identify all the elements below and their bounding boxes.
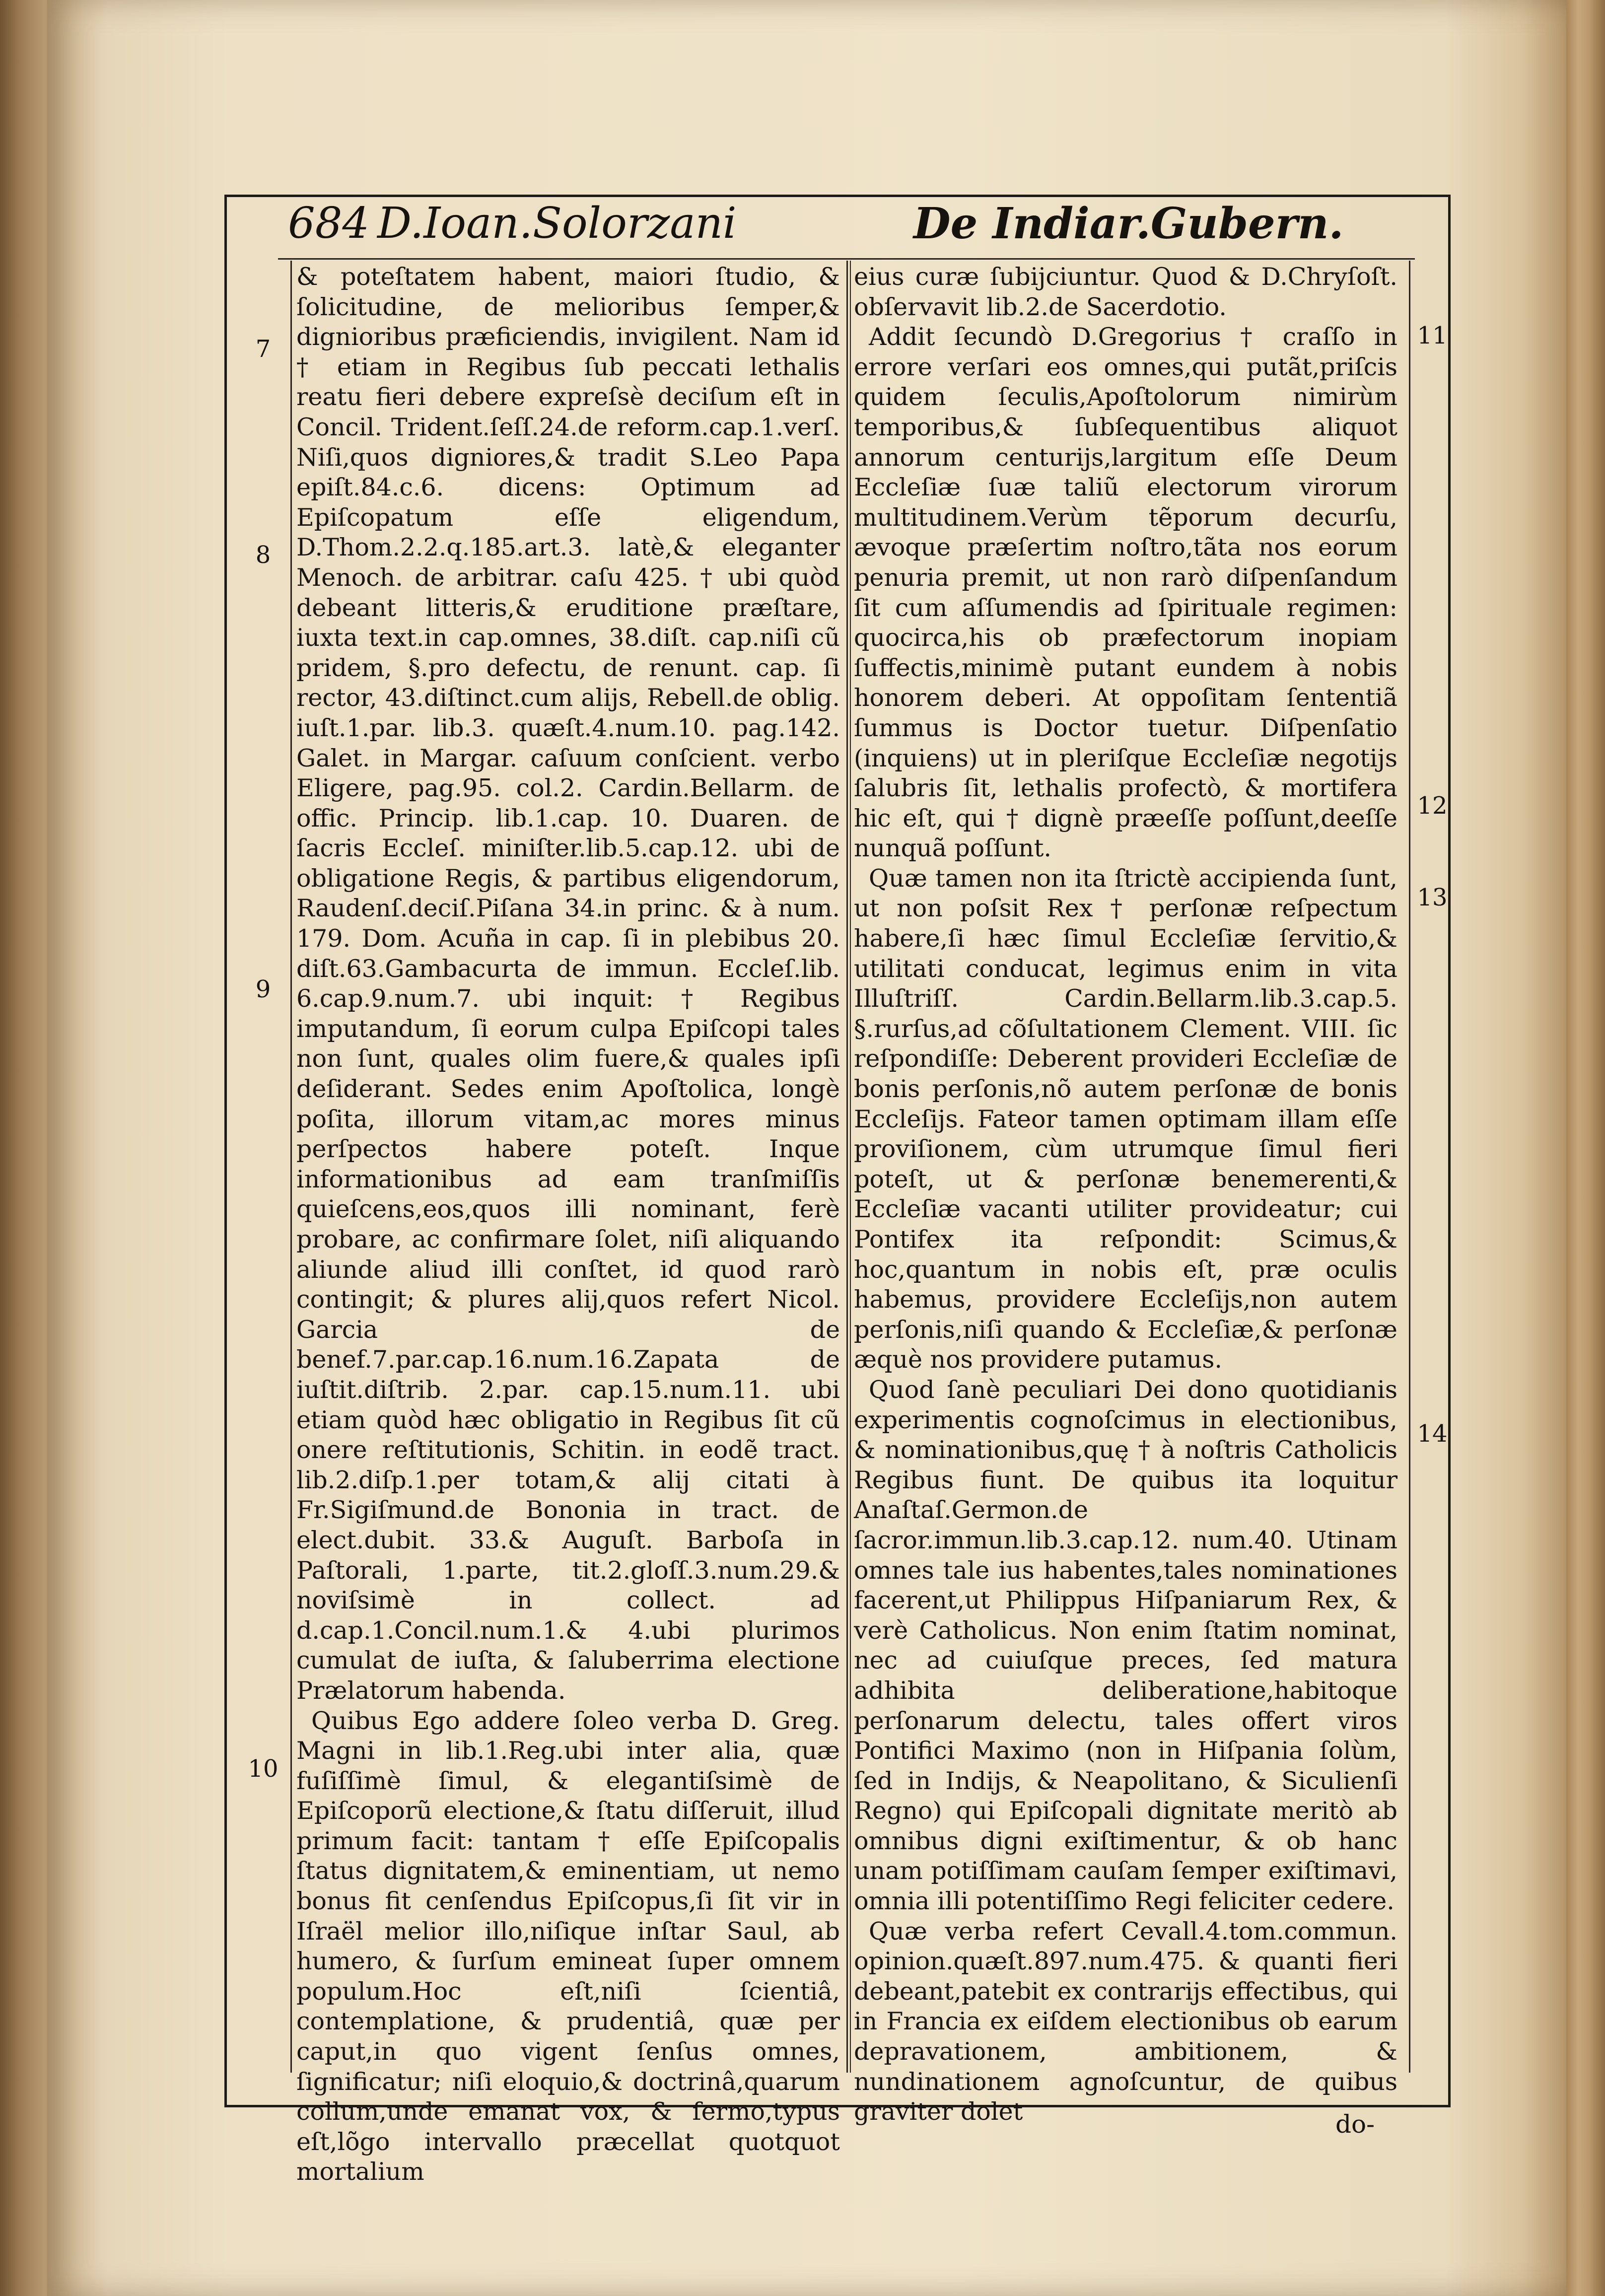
right-paragraph-4: Quod ſanè peculiari Dei dono quotidianis experimentis cognoſcimus in electionibus, & nominationibus,quę † à noſtris Catholicis Regibus fiunt. De quibus ita loquitur Anaſtaſ.Germon.de ſacror.immun.lib.3.cap.12. num.40. Utinam omnes tale ius habentes,tales nominationes facerent,ut Philippus Hiſpaniarum Rex, & verè Catholicus. Non enim ſtatim nominat, nec ad cuiuſque preces, ſed matura adhibita deliberatione,habitoque perſonarum delectu, tales offert viros Pontifici Maximo (non in Hiſpania ſolùm, ſed in Indijs, & Neapolitano, & Siculienſi Regno) qui Epiſcopali dignitate meritò ab omnibus digni exiſtimentur, & ob hanc unam potiſſimam cauſam ſemper exiſtimavi, omnia illi potentiſſimo Regi feliciter cedere.: [854, 1375, 1397, 1916]
catchword: do-: [1335, 2110, 1375, 2139]
margin-number-10: 10: [248, 1755, 279, 1783]
running-head-title: De Indiar.Gubern.: [913, 199, 1344, 249]
margin-number-8: 8: [255, 541, 271, 569]
margin-number-7: 7: [255, 335, 271, 363]
column-divider-inner: [850, 261, 851, 2073]
column-rule-left: [290, 261, 292, 2073]
right-paragraph-2: Addit ſecundò D.Gregorius † craſſo in errore verſari eos omnes,qui putãt,priſcis quidem ſeculis,Apoſtolorum nimirùm temporibus,& ſubſequentibus aliquot annorum centurijs,largitum eſſe Deum Eccleſiæ ſuæ taliũ electorum virorum multitudinem.Verùm tẽporum decurſu, ævoque præſertim noſtro,tãta nos eorum penuria premit, ut non rarò diſpenſandum ſit cum aſſumendis ad ſpirituale regimen: quocirca,his ob præfectorum inopiam ſuffectis,minimè putant eundem à nobis honorem deberi. At oppoſitam ſententiã ſummus is Doctor tuetur. Diſpenſatio (inquiens) ut in pleriſque Eccleſiæ negotijs ſalubris ſit, lethalis profectò, & mortifera hic eſt, qui † dignè præeſſe poſſunt,deeſſe nunquã poſſunt.: [854, 323, 1397, 863]
right-paragraph-3: Quæ tamen non ita ſtrictè accipienda ſunt, ut non poſsit Rex † perſonæ reſpectum habere,ſi hæc ſimul Eccleſiæ ſervitio,& utilitati conducat, legimus enim in vita Illuſtriſſ. Cardin.Bellarm.lib.3.cap.5. §.rurſus,ad cõſultationem Clement. VIII. ſic reſpondiſſe: Deberent provideri Eccleſiæ de bonis perſonis,nõ autem perſonæ de bonis Eccleſijs. Fateor tamen optimam illam eſſe proviſionem, cùm utrumque ſimul fieri poteſt, ut & perſonæ benemerenti,& Eccleſiæ vacanti utiliter provideatur; cui Pontifex ita reſpondit: Scimus,& hoc,quantum in nobis eſt, præ oculis habemus, providere Eccleſijs,non autem perſonis,niſi quando & Eccleſiæ,& perſonæ æquè nos providere putamus.: [854, 864, 1397, 1374]
right-paragraph-1: eius curæ ſubijciuntur. Quod & D.Chryſoſt. obſervavit lib.2.de Sacerdotio.: [854, 263, 1397, 321]
frame-rule-left: [224, 195, 227, 2107]
page-number: 684: [288, 199, 370, 248]
left-paragraph-1: & poteſtatem habent, maiori ſtudio, & ſolicitudine, de melioribus ſemper,& dignioribus præficiendis, invigilent. Nam id † etiam in Regibus ſub peccati lethalis reatu fieri debere expreſsè deciſum eſt in Concil. Trident.ſeſſ.24.de reform.cap.1.verſ. Niſi,quos digniores,& tradit S.Leo Papa epiſt.84.c.6. dicens: Optimum ad Epiſcopatum eſſe eligendum, D.Thom.2.2.q.185.art.3. latè,& eleganter Menoch. de arbitrar. caſu 425. † ubi quòd debeant litteris,& eruditione præſtare, iuxta text.in cap.omnes, 38.diſt. cap.niſi cũ pridem, §.pro defectu, de renunt. cap. ſi rector, 43.diſtinct.cum alijs, Rebell.de oblig. iuſt.1.par. lib.3. quæſt.4.num.10. pag.142. Galet. in Margar. caſuum conſcient. verbo Eligere, pag.95. col.2. Cardin.Bellarm. de offic. Princip. lib.1.cap. 10. Duaren. de ſacris Eccleſ. miniſter.lib.5.cap.12. ubi de obligatione Regis, & partibus eligendorum, Raudenſ.deciſ.Piſana 34.in princ. & à num. 179. Dom. Acuña in cap. ſi in plebibus 20. diſt.63.Gambacurta de immun. Eccleſ.lib. 6.cap.9.num.7. ubi inquit: † Regibus imputandum, ſi eorum culpa Epiſcopi tales non ſunt, quales olim fuere,& quales ipſi deſiderant. Sedes enim Apoſtolica, longè poſita, illorum vitam,ac mores minus perſpectos habere poteſt. Inque informationibus ad eam tranſmiſſis quieſcens,eos,quos illi nominant, ferè probare, ac confirmare ſolet, niſi aliquando aliunde aliud illi conſtet, id quod rarò contingit; & plures alij,quos refert Nicol. Garcia de benef.7.par.cap.16.num.16.Zapata de iuſtit.diſtrib. 2.par. cap.15.num.11. ubi etiam quòd hæc obligatio in Regibus ſit cũ onere reſtitutionis, Schitin. in eodẽ tract. lib.2.diſp.1.per totam,& alij citati à Fr.Sigiſmund.de Bononia in tract. de elect.dubit. 33.& Auguſt. Barboſa in Paſtorali, 1.parte, tit.2.gloſſ.3.num.29.& noviſsimè in collect. ad d.cap.1.Concil.num.1.& 4.ubi plurimos cumulat de iuſta, & ſaluberrima electione Prælatorum habenda.: [296, 263, 840, 1705]
right-paragraph-5: Quæ verba refert Cevall.4.tom.commun. opinion.quæſt.897.num.475. & quanti fieri debeant,patebit ex contrarijs effectibus, qui in Francia ex eiſdem electionibus ob earum depravationem, ambitionem, & nundinationem agnoſcuntur, de quibus graviter dolet: [854, 1917, 1397, 2126]
column-divider: [846, 261, 848, 2073]
margin-number-11: 11: [1417, 322, 1448, 349]
margin-number-9: 9: [255, 975, 271, 1003]
margin-number-14: 14: [1417, 1420, 1448, 1448]
left-column: [296, 262, 840, 2186]
right-column: [854, 262, 1397, 2126]
left-paragraph-2: Quibus Ego addere ſoleo verba D. Greg. Magni in lib.1.Reg.ubi inter alia, quæ fuſiſſimè ſimul, & elegantiſsimè de Epiſcoporũ electione,& ſtatu diſſeruit, illud primum facit: tantam † eſſe Epiſcopalis ſtatus dignitatem,& eminentiam, ut nemo bonus fit cenſendus Epiſcopus,ſi ſit vir in Iſraël melior illo,niſique inſtar Saul, ab humero, & ſurſum emineat ſuper omnem populum.Hoc eſt,niſi ſcientiâ, contemplatione, & prudentiâ, quæ per caput,in quo vigent ſenſus omnes, ſignificatur; niſi eloquio,& doctrinâ,quarum collum,unde emanat vox, & ſermo,typus eſt,lõgo intervallo præcellat quotquot mortalium: [296, 1706, 840, 2186]
margin-number-13: 13: [1417, 884, 1448, 911]
frame-rule-top: [224, 195, 1451, 197]
page-edge: [1566, 0, 1605, 2296]
margin-number-12: 12: [1417, 792, 1448, 820]
frame-rule-right: [1448, 195, 1451, 2107]
header-rule: [278, 258, 1415, 260]
running-head-author: D.Ioan.Solorzani: [377, 199, 737, 248]
column-rule-right: [1409, 261, 1410, 2073]
